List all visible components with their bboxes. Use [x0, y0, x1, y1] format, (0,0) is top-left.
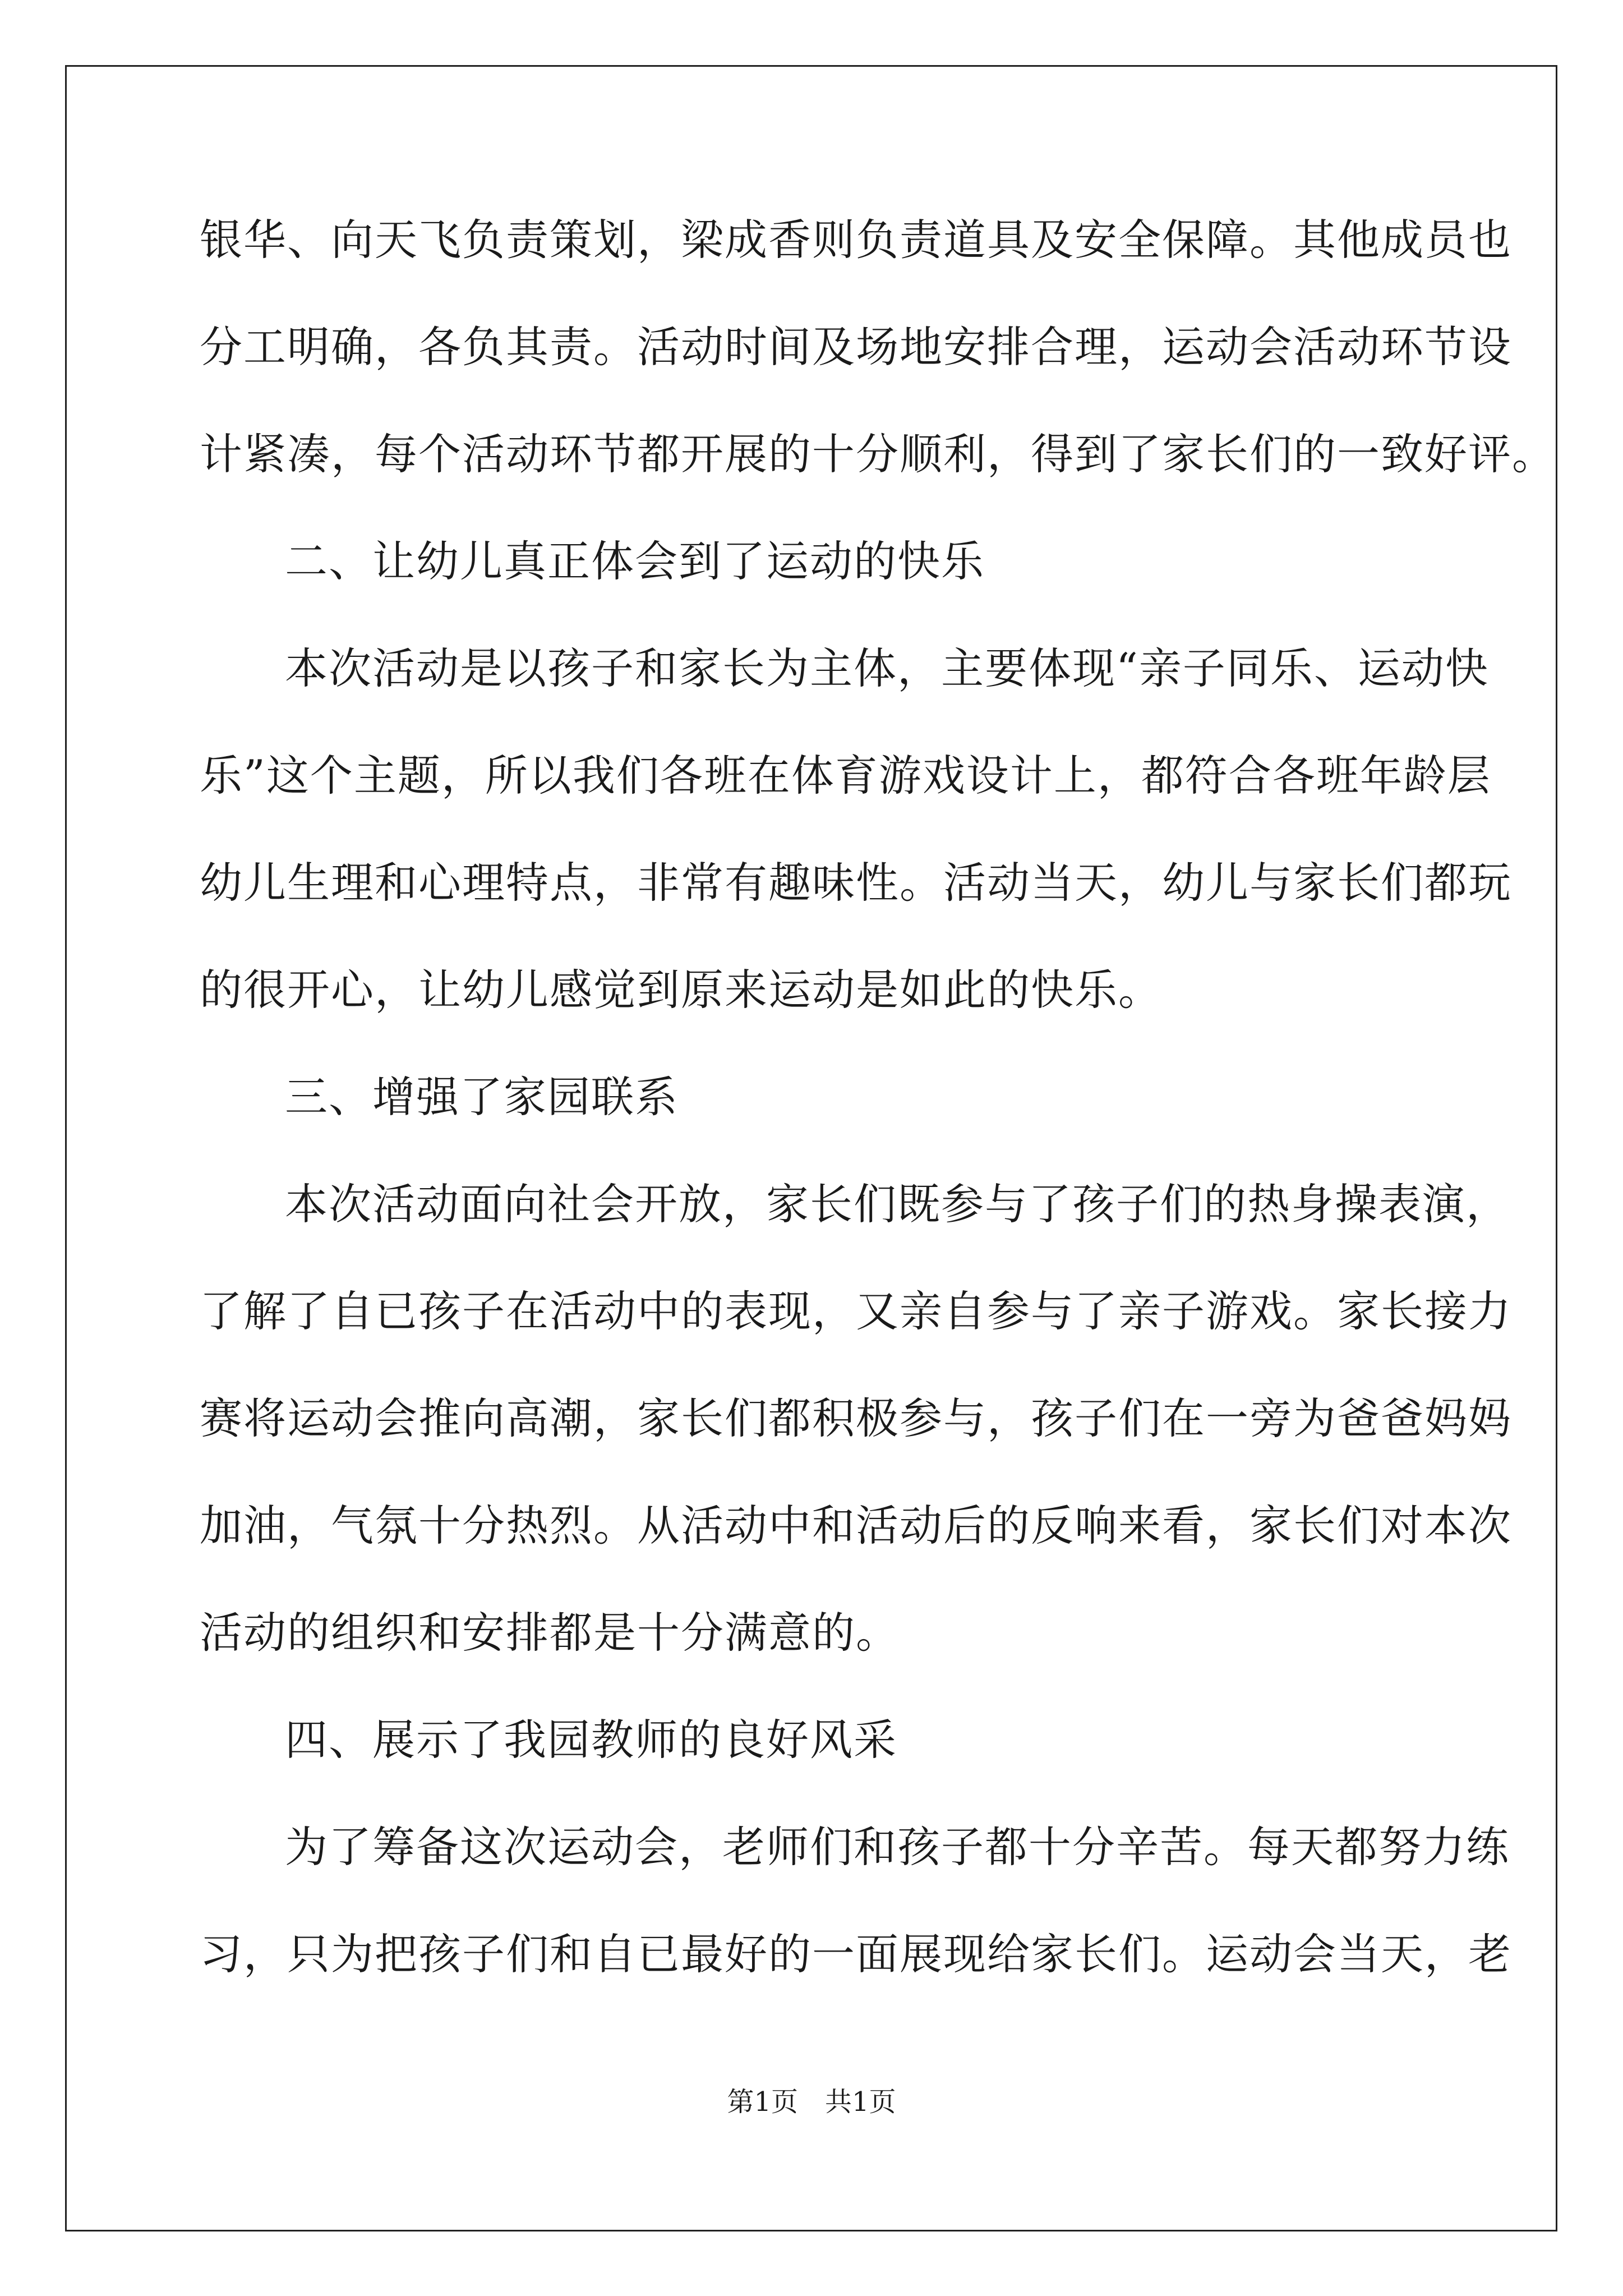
text-line: 习，只为把孩子们和自已最好的一面展现给家长们。运动会当天，老 [200, 1929, 1512, 1979]
paragraph-first-line: 为了筹备这次运动会，老师们和孩子都十分辛苦。每天都努力练 [285, 1822, 1510, 1872]
text-line: 计紧凑，每个活动环节都开展的十分顺利，得到了家长们的一致好评。 [200, 429, 1556, 479]
text-line: 乐”这个主题，所以我们各班在体育游戏设计上，都符合各班年龄层 [200, 751, 1491, 800]
paragraph-first-line: 本次活动面向社会开放，家长们既参与了孩子们的热身操表演， [285, 1179, 1510, 1229]
section-heading: 二、让幼儿真正体会到了运动的快乐 [285, 536, 985, 586]
section-heading: 三、增强了家园联系 [285, 1072, 679, 1122]
text-line: 银华、向天飞负责策划，梁成香则负责道具及安全保障。其他成员也 [200, 215, 1512, 265]
page-number-footer: 第1页 共1页 [727, 2086, 896, 2118]
text-line: 幼儿生理和心理特点，非常有趣味性。活动当天，幼儿与家长们都玩 [200, 858, 1512, 908]
text-line: 加油，气氛十分热烈。从活动中和活动后的反响来看，家长们对本次 [200, 1501, 1512, 1550]
text-line: 的很开心，让幼儿感觉到原来运动是如此的快乐。 [200, 965, 1162, 1015]
section-heading: 四、展示了我园教师的良好风采 [285, 1715, 897, 1765]
text-line: 分工明确，各负其责。活动时间及场地安排合理，运动会活动环节设 [200, 322, 1512, 372]
text-line: 了解了自已孩子在活动中的表现，又亲自参与了亲子游戏。家长接力 [200, 1286, 1512, 1336]
text-line: 活动的组织和安排都是十分满意的。 [200, 1608, 900, 1658]
page-border [65, 65, 1557, 2231]
paragraph-first-line: 本次活动是以孩子和家长为主体，主要体现“亲子同乐、运动快 [285, 643, 1489, 693]
text-line: 赛将运动会推向高潮，家长们都积极参与，孩子们在一旁为爸爸妈妈 [200, 1393, 1512, 1443]
